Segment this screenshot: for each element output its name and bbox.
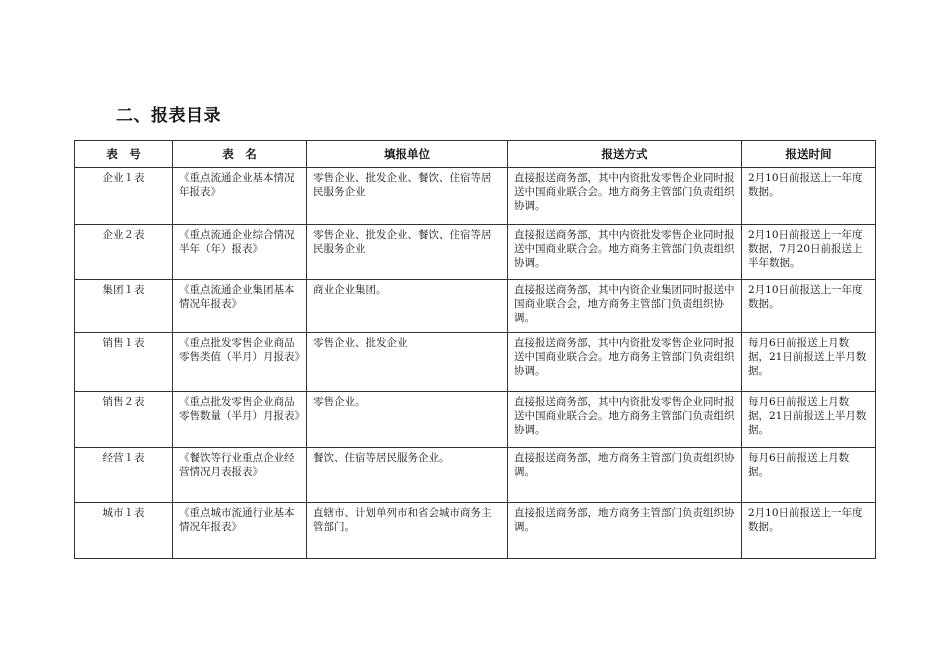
reporting-unit: 零售企业、批发企业、餐饮、住宿等居民服务企业 bbox=[307, 225, 508, 280]
submission-method: 直接报送商务部，地方商务主管部门负责组织协调。 bbox=[508, 448, 742, 503]
table-row bbox=[75, 333, 876, 392]
submission-method: 直接报送商务部，地方商务主管部门负责组织协调。 bbox=[508, 503, 742, 559]
header-report-code: 表 号 bbox=[75, 141, 173, 168]
table-row bbox=[75, 392, 876, 448]
report-name: 《餐饮等行业重点企业经营情况月表报表》 bbox=[173, 448, 307, 503]
reporting-unit: 餐饮、住宿等居民服务企业。 bbox=[307, 448, 508, 503]
report-code: 城市１表 bbox=[75, 503, 173, 559]
report-code: 企业２表 bbox=[75, 225, 173, 280]
reporting-unit: 零售企业、批发企业 bbox=[307, 333, 508, 392]
report-name: 《重点批发零售企业商品零售数量（半月）月报表》 bbox=[173, 392, 307, 448]
report-name: 《重点流通企业基本情况年报表》 bbox=[173, 168, 307, 225]
header-submission-time: 报送时间 bbox=[742, 141, 876, 168]
report-code: 经营１表 bbox=[75, 448, 173, 503]
report-catalog-table bbox=[74, 140, 876, 559]
header-submission-method: 报送方式 bbox=[508, 141, 742, 168]
submission-time: 每月6日前报送上月数据。 bbox=[742, 448, 876, 503]
report-name: 《重点流通企业集团基本情况年报表》 bbox=[173, 280, 307, 333]
reporting-unit: 直辖市、计划单列市和省会城市商务主管部门。 bbox=[307, 503, 508, 559]
submission-method: 直接报送商务部，其中内资批发零售企业同时报送中国商业联合会。地方商务主管部门负责组织协调。 bbox=[508, 225, 742, 280]
report-code: 销售２表 bbox=[75, 392, 173, 448]
report-code: 企业１表 bbox=[75, 168, 173, 225]
submission-time: 2月10日前报送上一年度数据。 bbox=[742, 503, 876, 559]
reporting-unit: 零售企业。 bbox=[307, 392, 508, 448]
table-row bbox=[75, 280, 876, 333]
submission-time: 2月10日前报送上一年度数据，7月20日前报送上半年数据。 bbox=[742, 225, 876, 280]
report-code: 集团１表 bbox=[75, 280, 173, 333]
table-row bbox=[75, 168, 876, 225]
section-heading: 二、报表目录 bbox=[116, 106, 221, 126]
submission-time: 每月6日前报送上月数据，21日前报送上半月数据。 bbox=[742, 392, 876, 448]
header-reporting-unit: 填报单位 bbox=[307, 141, 508, 168]
report-name: 《重点批发零售企业商品零售类值（半月）月报表》 bbox=[173, 333, 307, 392]
submission-method: 直接报送商务部，其中内资批发零售企业同时报送中国商业联合会。地方商务主管部门负责组织协调。 bbox=[508, 392, 742, 448]
submission-time: 2月10日前报送上一年度数据。 bbox=[742, 280, 876, 333]
submission-time: 2月10日前报送上一年度数据。 bbox=[742, 168, 876, 225]
table-row bbox=[75, 448, 876, 503]
reporting-unit: 商业企业集团。 bbox=[307, 280, 508, 333]
table-row bbox=[75, 225, 876, 280]
report-name: 《重点流通企业综合情况半年（年）报表》 bbox=[173, 225, 307, 280]
submission-method: 直接报送商务部，其中内资批发零售企业同时报送中国商业联合会。地方商务主管部门负责组织协调。 bbox=[508, 168, 742, 225]
submission-time: 每月6日前报送上月数据，21日前报送上半月数据。 bbox=[742, 333, 876, 392]
header-report-name: 表 名 bbox=[173, 141, 307, 168]
report-code: 销售１表 bbox=[75, 333, 173, 392]
table-header-row bbox=[75, 141, 876, 168]
submission-method: 直接报送商务部，其中内资企业集团同时报送中国商业联合会，地方商务主管部门负责组织协调。 bbox=[508, 280, 742, 333]
report-name: 《重点城市流通行业基本情况年报表》 bbox=[173, 503, 307, 559]
submission-method: 直接报送商务部，其中内资批发零售企业同时报送中国商业联合会。地方商务主管部门负责组织协调。 bbox=[508, 333, 742, 392]
table-row bbox=[75, 503, 876, 559]
reporting-unit: 零售企业、批发企业、餐饮、住宿等居民服务企业 bbox=[307, 168, 508, 225]
